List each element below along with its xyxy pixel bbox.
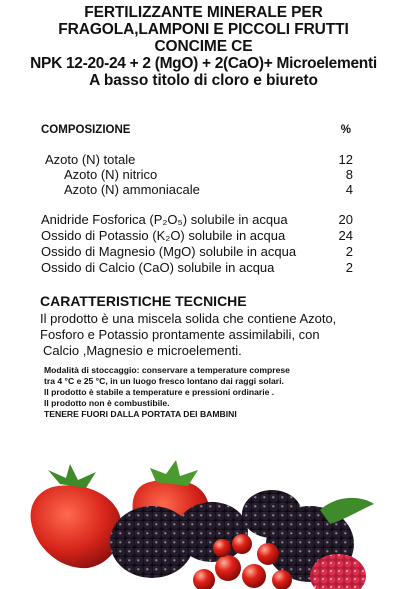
header-line-2: FRAGOLA,LAMPONI E PICCOLI FRUTTI [58, 21, 349, 38]
strawberry-right-leaves [150, 460, 198, 486]
composition-heading-row [41, 124, 351, 136]
composition-label: Ossido di Calcio (CaO) solubile in acqua [41, 260, 275, 275]
header-line-1: FERTILIZZANTE MINERALE PER [84, 4, 323, 21]
technical-line: Fosforo e Potassio prontamente assimilabili, con [40, 327, 320, 342]
composition-label: Azoto (N) ammoniacale [64, 182, 200, 197]
storage-notes [44, 365, 364, 420]
composition-heading: COMPOSIZIONE [41, 124, 131, 136]
header-line-3: CONCIME CE [154, 38, 253, 55]
storage-note: tra 4 °C e 25 °C, in un luogo fresco lontano dai raggi solari. [44, 376, 284, 386]
strawberry-left-leaves [48, 464, 96, 488]
composition-value: 4 [345, 182, 353, 197]
composition-label: Anidride Fosforica (P₂O₅) solubile in acqua [41, 212, 288, 227]
technical-line: Il prodotto è una miscela solida che contiene Azoto, [40, 311, 337, 326]
berries-image [0, 440, 407, 589]
strawberry-left [31, 485, 122, 568]
storage-note: TENERE FUORI DALLA PORTATA DEI BAMBINI [44, 409, 237, 419]
storage-note: Il prodotto non è combustibile. [44, 398, 170, 408]
composition-value: 12 [338, 152, 353, 167]
percent-heading: % [340, 124, 351, 136]
leaf [320, 498, 374, 524]
header-npk-formula: NPK 12-20-24 + 2 (MgO) + 2(CaO)+ Microelementi [30, 55, 377, 72]
composition-label: Ossido di Potassio (K₂O) solubile in acqua [41, 228, 286, 243]
composition-value: 2 [345, 244, 353, 259]
product-header [0, 4, 407, 89]
composition-label: Azoto (N) nitrico [64, 167, 158, 182]
composition-value: 2 [345, 260, 353, 275]
composition-value: 20 [338, 212, 353, 227]
composition-label: Azoto (N) totale [45, 152, 136, 167]
composition-label: Ossido di Magnesio (MgO) solubile in acqua [41, 244, 297, 259]
technical-line: Calcio ,Magnesio e microelementi. [43, 343, 242, 358]
composition-value: 24 [338, 228, 353, 243]
storage-note: Modalità di stoccaggio: conservare a temperature comprese [44, 365, 290, 375]
blackberry-center [176, 502, 248, 562]
blackberry-back [242, 490, 302, 538]
composition-value: 8 [345, 167, 353, 182]
storage-note: Il prodotto è stabile a temperature e pressioni ordinarie . [44, 387, 275, 397]
technical-title: CARATTERISTICHE TECNICHE [40, 293, 247, 309]
header-line-5: A basso titolo di cloro e biureto [89, 72, 318, 89]
technical-description [40, 311, 385, 359]
